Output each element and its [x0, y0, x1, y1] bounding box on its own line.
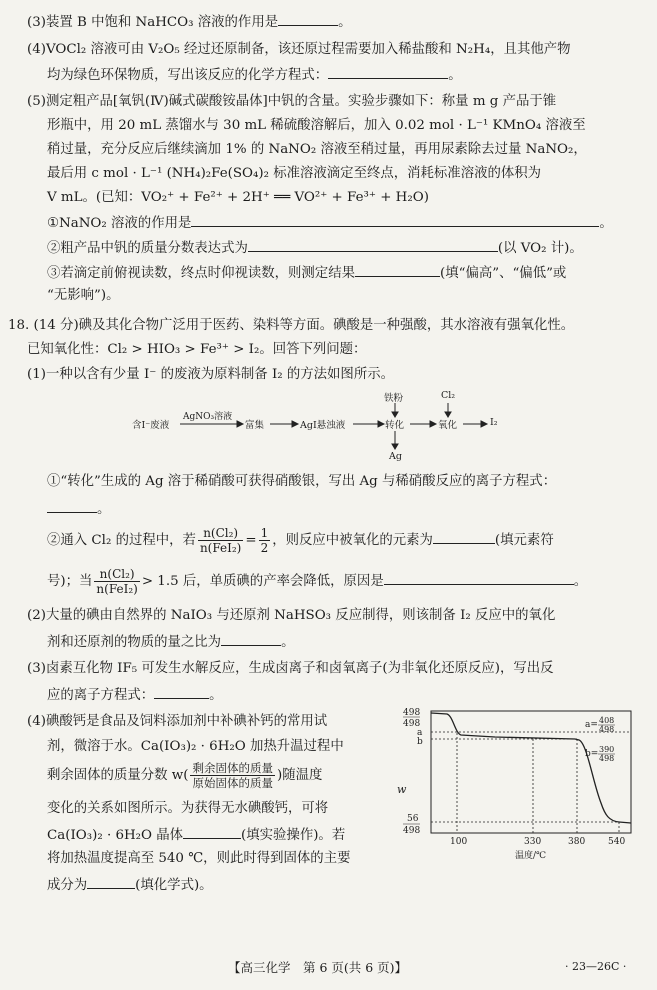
answer-blank[interactable] — [191, 213, 599, 227]
flow-cl2: Cl₂ — [441, 390, 456, 401]
q18-part2-line2: 剂和还原剂的物质的量之比为 。 — [47, 632, 294, 652]
flow-i2: I₂ — [490, 417, 498, 428]
y-b: b — [417, 737, 423, 747]
x-tick-100: 100 — [450, 837, 468, 847]
flow-start: 含I⁻废液 — [132, 420, 170, 431]
q18-part4-line7: 成分为 (填化学式)。 — [47, 875, 213, 895]
q18-part3-line1: (3)卤素互化物 IF₅ 可发生水解反应，生成卤离子和卤氧离子(为非氧化还原反应)，写出反 — [27, 661, 554, 676]
x-tick-540: 540 — [608, 837, 626, 847]
answer-blank[interactable] — [278, 12, 338, 26]
ratio-fraction: $\frac{\text{n(Cl₂)}}{\text{n(FeI₂)}}$ — [199, 526, 242, 555]
x-tick-380: 380 — [568, 837, 586, 847]
svg-text:498: 498 — [599, 725, 615, 734]
q18-heading: 18. (14 分)碘及其化合物广泛用于医药、染料等方面。碘酸是一种强酸，其水溶液有强氧化性。 — [8, 318, 575, 333]
flow-agi-suspension: AgI悬浊液 — [300, 420, 346, 431]
q18-part4-line3: 剩余固体的质量分数 w( $\frac{\text{剩余固体的质量}}{\text{原始固体的质量}}$ )随温度 — [47, 761, 323, 790]
q17-part4-line1: (4)VOCl₂ 溶液可由 V₂O₅ 经过还原制备，该还原过程需要加入稀盐酸和 N₂H₄，且其他产物 — [27, 42, 571, 57]
answer-blank[interactable] — [384, 571, 574, 585]
half-fraction: $\frac{1}{2}$ — [260, 526, 269, 555]
q18-part4-line4: 变化的关系如图所示。为获得无水碘酸钙，可将 — [47, 801, 329, 816]
q17-sub1: ①NaNO₂ 溶液的作用是 。 — [47, 213, 613, 233]
x-tick-330: 330 — [524, 837, 542, 847]
ratio-fraction: $\frac{\text{n(Cl₂)}}{\text{n(FeI₂)}}$ — [96, 567, 138, 596]
b-annotation-prefix: b= — [585, 749, 599, 759]
svg-text:498: 498 — [599, 754, 615, 763]
answer-blank[interactable] — [154, 685, 209, 699]
svg-text:408: 408 — [599, 716, 615, 725]
q18-part1-sub1-answer: 。 — [47, 499, 110, 519]
flow-iron-powder: 铁粉 — [384, 393, 404, 404]
flow-convert: 转化 — [385, 420, 405, 431]
flow-oxidize: 氧化 — [438, 420, 458, 431]
q18-part1-sub2-cont: 号)；当 $\frac{\text{n(Cl₂)}}{\text{n(FeI₂)}}$ > 1.5 后，单质碘的产率会降低，原因是 。 — [47, 567, 588, 596]
y-a: a — [417, 728, 423, 738]
answer-blank[interactable] — [183, 825, 241, 839]
answer-blank[interactable] — [248, 238, 498, 252]
q18-part4-line5: Ca(IO₃)₂ · 6H₂O 晶体 (填实验操作)。若 — [47, 825, 345, 845]
flow-enrich: 富集 — [245, 420, 265, 431]
answer-blank[interactable] — [328, 65, 448, 79]
tga-graph — [395, 703, 645, 863]
y-bottom-den: 498 — [403, 826, 421, 836]
q18-known: 已知氧化性：Cl₂ > HIO₃ > Fe³⁺ > I₂。回答下列问题： — [27, 342, 367, 357]
answer-blank[interactable] — [47, 499, 97, 513]
x-axis-label: 温度/℃ — [515, 851, 547, 861]
q17-part5-line1: (5)测定粗产品[氧钒(Ⅳ)碱式碳酸铵晶体]中钒的含量。实验步骤如下：称量 m g 产品于锥 — [27, 94, 557, 109]
answer-blank[interactable] — [87, 875, 135, 889]
q18-part4-line1: (4)碘酸钙是食品及饲料添加剂中补碘补钙的常用试 — [27, 714, 328, 729]
q17-part3: (3)装置 B 中饱和 NaHCO₃ 溶液的作用是 。 — [27, 12, 352, 32]
q18-part1-sub2: ②通入 Cl₂ 的过程中，若 $\frac{\text{n(Cl₂)}}{\text{n(FeI₂)}}$ = $\frac{1}{2}$ ，则反应中被氧化的元素为 (填元素符 — [47, 526, 554, 555]
q17-part5-line5: V mL。(已知：VO₂⁺ + Fe²⁺ + 2H⁺ ══ VO²⁺ + Fe³⁺ + H₂O) — [47, 190, 429, 205]
answer-blank[interactable] — [355, 263, 440, 277]
q18-part1-sub1: ①“转化”生成的 Ag 溶于稀硝酸可获得硝酸银，写出 Ag 与稀硝酸反应的离子方程式： — [47, 474, 557, 489]
q17-part5-line3: 稍过量，充分反应后继续滴加 1% 的 NaNO₂ 溶液至稍过量，再用尿素除去过量 NaNO₂， — [47, 142, 587, 157]
a-annotation-prefix: a= — [585, 720, 598, 730]
flow-ag: Ag — [389, 451, 402, 462]
answer-blank[interactable] — [433, 530, 495, 544]
q17-part5-line2: 形瓶中，用 20 mL 蒸馏水与 30 mL 稀硫酸溶解后，加入 0.02 mol · L⁻¹ KMnO₄ 溶液至 — [47, 118, 586, 133]
page-footer: 【高三化学 第 6 页(共 6 页)】 — [228, 960, 408, 975]
q18-part2-line1: (2)大量的碘由自然界的 NaIO₃ 与还原剂 NaHSO₃ 反应制得，则该制备 I₂ 反应中的氧化 — [27, 608, 556, 623]
q17-sub3: ③若滴定前俯视读数，终点时仰视读数，则测定结果 (填“偏高”、“偏低”或 — [47, 263, 566, 283]
mass-fraction: $\frac{\text{剩余固体的质量}}{\text{原始固体的质量}}$ — [192, 761, 273, 790]
y-top-num: 498 — [403, 708, 421, 718]
q18-part3-line2: 应的离子方程式： 。 — [47, 685, 223, 705]
q17-sub3-cont: “无影响”)。 — [47, 288, 120, 303]
q18-part1-intro: (1)一种以含有少量 I⁻ 的废液为原料制备 I₂ 的方法如图所示。 — [27, 367, 394, 382]
y-top-den: 498 — [403, 719, 421, 729]
y-axis-label: w — [397, 783, 407, 796]
svg-text:390: 390 — [599, 745, 615, 754]
q17-part5-line4: 最后用 c mol · L⁻¹ (NH₄)₂Fe(SO₄)₂ 标准溶液滴定至终点，消耗标准溶液的体积为 — [47, 166, 542, 181]
q17-part4-line2: 均为绿色环保物质，写出该反应的化学方程式： 。 — [47, 65, 462, 85]
q18-part4-line2: 剂，微溶于水。Ca(IO₃)₂ · 6H₂O 加热升温过程中 — [47, 739, 344, 754]
q17-sub2: ②粗产品中钒的质量分数表达式为 (以 VO₂ 计)。 — [47, 238, 583, 258]
answer-blank[interactable] — [221, 632, 281, 646]
paper-code: · 23—26C · — [565, 960, 627, 973]
q18-part4-line6: 将加热温度提高至 540 ℃，则此时得到固体的主要 — [47, 851, 351, 866]
y-bottom-num: 56 — [407, 814, 419, 824]
flow-reagent-agno3: AgNO₃溶液 — [183, 412, 233, 422]
